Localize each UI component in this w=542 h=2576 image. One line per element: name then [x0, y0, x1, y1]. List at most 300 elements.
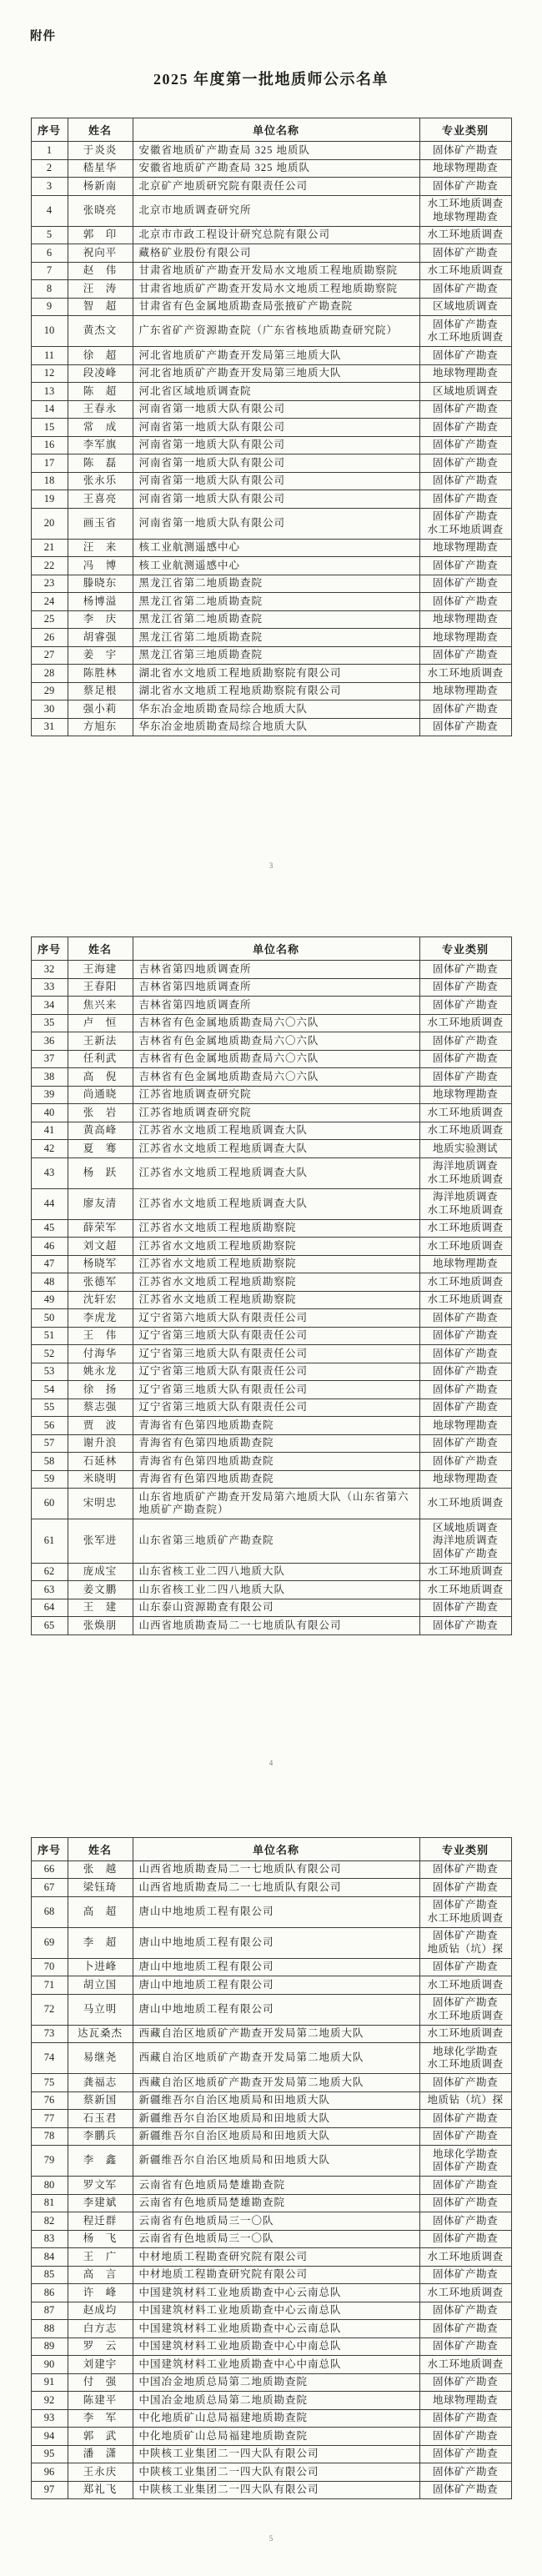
category-line: 固体矿产勘查	[432, 246, 498, 259]
serial-cell: 87	[31, 2302, 68, 2320]
table-row	[31, 1581, 511, 1599]
category-cell	[419, 665, 511, 683]
page-number: 5	[268, 2534, 274, 2543]
category-cell	[419, 1381, 511, 1399]
name-cell: 刘建宇	[68, 2356, 133, 2374]
serial-cell: 70	[31, 1958, 68, 1976]
unit-cell: 河北省地质矿产勘查开发局第三地质大队	[133, 347, 419, 365]
unit-cell: 中国建筑材料工业地质勘查中心云南总队	[133, 2302, 419, 2320]
unit-cell: 吉林省第四地质调查所	[133, 997, 419, 1015]
header-category: 专业类别	[419, 937, 511, 961]
category-cell	[419, 1050, 511, 1068]
table-row	[31, 2230, 511, 2248]
category-cell	[419, 1519, 511, 1564]
table-row	[31, 1255, 511, 1273]
unit-cell: 河南省第一地质大队有限公司	[133, 508, 419, 539]
category-cell	[419, 1157, 511, 1188]
name-cell: 廖友清	[68, 1188, 133, 1219]
page-title: 2025 年度第一批地质师公示名单	[153, 71, 389, 88]
unit-cell: 中陕核工业集团二一四大队有限公司	[133, 2445, 419, 2463]
serial-cell: 75	[31, 2074, 68, 2092]
category-cell	[419, 2409, 511, 2428]
category-line: 固体矿产勘查	[432, 2304, 498, 2316]
unit-cell: 中国建筑材料工业地质勘查中心中南总队	[133, 2337, 419, 2356]
table-row	[31, 1417, 511, 1435]
table-row	[31, 2284, 511, 2302]
table-row	[31, 1032, 511, 1051]
roster-table-page-3	[31, 1837, 512, 2500]
table-row	[31, 508, 511, 539]
category-line: 固体矿产勘查	[432, 1401, 498, 1413]
table-row	[31, 2248, 511, 2267]
category-cell	[419, 2266, 511, 2284]
serial-cell: 45	[31, 1219, 68, 1238]
serial-cell: 46	[31, 1238, 68, 1256]
unit-cell: 青海省有色第四地质勘查院	[133, 1470, 419, 1489]
unit-cell: 中国建筑材料工业地质勘查中心云南总队	[133, 2284, 419, 2302]
category-line: 固体矿产勘查	[432, 1383, 498, 1395]
unit-cell: 河南省第一地质大队有限公司	[133, 490, 419, 509]
header-serial: 序号	[31, 1837, 68, 1860]
category-line: 水工环地质调查	[427, 1275, 504, 1288]
name-cell: 滕晓东	[68, 575, 133, 593]
serial-cell: 84	[31, 2248, 68, 2267]
header-serial: 序号	[31, 937, 68, 961]
name-cell: 郑礼飞	[68, 2481, 133, 2499]
unit-cell: 藏格矿业股份有限公司	[133, 244, 419, 263]
serial-cell: 15	[31, 419, 68, 437]
unit-cell: 中材地质工程勘查研究院有限公司	[133, 2248, 419, 2267]
category-line: 水工环地质调查	[427, 1106, 504, 1118]
table-row	[31, 700, 511, 719]
category-line: 水工环地质调查	[427, 1565, 504, 1577]
table-row	[31, 1927, 511, 1958]
serial-cell: 53	[31, 1363, 68, 1381]
name-cell: 王 广	[68, 2248, 133, 2267]
unit-cell: 中国冶金地质总局第二地质勘查院	[133, 2373, 419, 2392]
category-cell	[419, 575, 511, 593]
category-cell	[419, 610, 511, 629]
category-line: 固体矿产勘查	[432, 721, 498, 732]
unit-cell: 吉林省第四地质调查所	[133, 961, 419, 979]
unit-cell: 黑龙江省第二地质勘查院	[133, 575, 419, 593]
table-row	[31, 2445, 511, 2463]
unit-cell: 吉林省有色金属地质勘查局六〇六队	[133, 1032, 419, 1051]
category-line: 固体矿产勘查	[432, 559, 498, 571]
serial-cell: 92	[31, 2392, 68, 2410]
table-row	[31, 1291, 511, 1309]
table-row	[31, 1219, 511, 1238]
unit-cell: 江苏省水文地质工程地质调查大队	[133, 1188, 419, 1219]
unit-cell: 黑龙江省第三地质勘查院	[133, 646, 419, 665]
category-line: 水工环地质调查	[427, 2286, 504, 2298]
serial-cell: 22	[31, 557, 68, 575]
category-line: 地球物理勘查	[432, 210, 498, 223]
name-cell: 付 强	[68, 2373, 133, 2392]
name-cell: 罗 云	[68, 2337, 133, 2356]
name-cell: 白方志	[68, 2320, 133, 2338]
serial-cell: 57	[31, 1434, 68, 1453]
serial-cell: 80	[31, 2177, 68, 2195]
category-cell	[419, 280, 511, 299]
category-cell	[419, 195, 511, 226]
serial-cell: 82	[31, 2212, 68, 2231]
unit-cell: 北京市地质调查研究所	[133, 195, 419, 226]
category-cell	[419, 472, 511, 490]
name-cell: 杨博溢	[68, 593, 133, 611]
serial-cell: 36	[31, 1032, 68, 1051]
name-cell: 李建斌	[68, 2194, 133, 2212]
table-row	[31, 1860, 511, 1879]
table-row	[31, 1599, 511, 1617]
name-cell: 张晓亮	[68, 195, 133, 226]
table-row	[31, 1563, 511, 1581]
unit-cell: 中国建筑材料工业地质勘查中心云南总队	[133, 2320, 419, 2338]
unit-cell: 甘肃省地质矿产勘查开发局水文地质工程地质勘察院	[133, 280, 419, 299]
category-cell	[419, 1470, 511, 1489]
name-cell: 张军进	[68, 1519, 133, 1564]
category-cell	[419, 1309, 511, 1328]
category-line: 地质钻（坑）探	[427, 1942, 504, 1955]
table-row	[31, 298, 511, 316]
unit-cell: 新疆维吾尔自治区地质局和田地质大队	[133, 2091, 419, 2110]
serial-cell: 40	[31, 1104, 68, 1122]
category-line: 固体矿产勘查	[432, 2412, 498, 2423]
unit-cell: 吉林省第四地质调查所	[133, 978, 419, 997]
serial-cell: 51	[31, 1327, 68, 1345]
unit-cell: 中化地质矿山总局福建地质勘查院	[133, 2428, 419, 2446]
table-row	[31, 244, 511, 263]
unit-cell: 江苏省水文地质工程地质勘察院	[133, 1291, 419, 1309]
header-name: 姓名	[68, 118, 133, 142]
category-cell	[419, 508, 511, 539]
category-cell	[419, 2428, 511, 2446]
category-cell	[419, 1563, 511, 1581]
category-line: 固体矿产勘查	[432, 2076, 498, 2088]
table-row	[31, 1273, 511, 1292]
unit-cell: 河南省第一地质大队有限公司	[133, 454, 419, 473]
category-line: 固体矿产勘查	[432, 2161, 498, 2172]
serial-cell: 71	[31, 1976, 68, 1995]
serial-cell: 18	[31, 472, 68, 490]
serial-cell: 8	[31, 280, 68, 299]
name-cell: 智 超	[68, 298, 133, 316]
table-row	[31, 2177, 511, 2195]
serial-cell: 48	[31, 1273, 68, 1292]
unit-cell: 湖北省水文地质工程地质勘察院有限公司	[133, 682, 419, 700]
table-row	[31, 2146, 511, 2177]
category-line: 水工环地质调查	[427, 2027, 504, 2039]
table-row	[31, 1122, 511, 1140]
serial-cell: 39	[31, 1086, 68, 1104]
category-line: 水工环地质调查	[427, 1583, 504, 1595]
category-cell	[419, 1086, 511, 1104]
category-cell	[419, 2127, 511, 2146]
category-cell	[419, 1398, 511, 1417]
category-cell	[419, 1896, 511, 1927]
name-cell: 李军旗	[68, 436, 133, 454]
unit-cell: 吉林省有色金属地质勘查局六〇六队	[133, 1068, 419, 1087]
name-cell: 段凌峰	[68, 364, 133, 383]
unit-cell: 西藏自治区地质矿产勘查开发局第二地质大队	[133, 2043, 419, 2074]
serial-cell: 73	[31, 2025, 68, 2043]
category-line: 固体矿产勘查	[432, 510, 498, 522]
name-cell: 许 峰	[68, 2284, 133, 2302]
table-row	[31, 2409, 511, 2428]
unit-cell: 唐山中地地质工程有限公司	[133, 1976, 419, 1995]
serial-cell: 94	[31, 2428, 68, 2446]
table-row	[31, 629, 511, 647]
category-cell	[419, 2230, 511, 2248]
category-line: 固体矿产勘查	[432, 1070, 498, 1082]
serial-cell: 14	[31, 400, 68, 419]
header-row	[31, 1837, 511, 1860]
name-cell: 李 鑫	[68, 2146, 133, 2177]
unit-cell: 山东省核工业二四八地质大队	[133, 1581, 419, 1599]
category-cell	[419, 1104, 511, 1122]
unit-cell: 安徽省地质矿产勘查局 325 地质队	[133, 159, 419, 178]
unit-cell: 华东冶金地质勘查局综合地质大队	[133, 718, 419, 736]
category-line: 固体矿产勘查	[432, 1961, 498, 1972]
header-category: 专业类别	[419, 118, 511, 142]
table-row	[31, 1976, 511, 1995]
name-cell: 高 言	[68, 2266, 133, 2284]
category-line: 固体矿产勘查	[432, 2465, 498, 2478]
table-row	[31, 2043, 511, 2074]
category-cell	[419, 1994, 511, 2025]
unit-cell: 核工业航测遥感中心	[133, 539, 419, 557]
unit-cell: 中陕核工业集团二一四大队有限公司	[133, 2463, 419, 2482]
serial-cell: 67	[31, 1879, 68, 1897]
name-cell: 蔡志强	[68, 1398, 133, 1417]
unit-cell: 甘肃省地质矿产勘查开发局水文地质工程地质勘察院	[133, 262, 419, 280]
category-line: 地球物理勘查	[432, 685, 498, 696]
unit-cell: 青海省有色第四地质勘查院	[133, 1417, 419, 1435]
category-line: 水工环地质调查	[427, 1017, 504, 1028]
name-cell: 姜文鹏	[68, 1581, 133, 1599]
name-cell: 谢升浪	[68, 1434, 133, 1453]
table-row	[31, 539, 511, 557]
table-row	[31, 1068, 511, 1087]
category-line: 固体矿产勘查	[432, 1052, 498, 1064]
header-unit: 单位名称	[133, 118, 419, 142]
name-cell: 李虎龙	[68, 1309, 133, 1328]
category-line: 固体矿产勘查	[432, 2268, 498, 2280]
serial-cell: 10	[31, 316, 68, 347]
name-cell: 胡睿强	[68, 629, 133, 647]
serial-cell: 42	[31, 1140, 68, 1158]
unit-cell: 山西省地质勘查局二一七地质队有限公司	[133, 1860, 419, 1879]
name-cell: 王 伟	[68, 1327, 133, 1345]
table-row	[31, 2110, 511, 2128]
serial-cell: 64	[31, 1599, 68, 1617]
category-line: 海洋地质调查	[432, 1191, 498, 1203]
category-line: 固体矿产勘查	[432, 2232, 498, 2244]
category-line: 地球化学勘查	[432, 2045, 498, 2057]
serial-cell: 16	[31, 436, 68, 454]
table-row	[31, 226, 511, 244]
category-cell	[419, 400, 511, 419]
category-cell	[419, 436, 511, 454]
category-line: 水工环地质调查	[427, 1293, 504, 1305]
table-row	[31, 2373, 511, 2392]
category-line: 固体矿产勘查	[432, 2130, 498, 2142]
category-cell	[419, 2248, 511, 2267]
category-line: 地球物理勘查	[432, 613, 498, 625]
category-line: 地球物理勘查	[432, 162, 498, 173]
name-cell: 沈轩宏	[68, 1291, 133, 1309]
serial-cell: 68	[31, 1896, 68, 1927]
serial-cell: 56	[31, 1417, 68, 1435]
serial-cell: 63	[31, 1581, 68, 1599]
category-line: 地球化学勘查	[432, 2147, 498, 2160]
serial-cell: 5	[31, 226, 68, 244]
category-line: 固体矿产勘查	[432, 403, 498, 414]
category-line: 固体矿产勘查	[432, 349, 498, 361]
category-cell	[419, 2212, 511, 2231]
unit-cell: 江苏省水文地质工程地质勘察院	[133, 1255, 419, 1273]
category-cell	[419, 1014, 511, 1032]
category-line: 固体矿产勘查	[432, 456, 498, 469]
table-row	[31, 2392, 511, 2410]
unit-cell: 河南省第一地质大队有限公司	[133, 400, 419, 419]
unit-cell: 云南省有色地质局三一〇队	[133, 2230, 419, 2248]
table-row	[31, 1994, 511, 2025]
category-line: 固体矿产勘查	[432, 2340, 498, 2352]
name-cell: 陈 超	[68, 383, 133, 401]
category-cell	[419, 1434, 511, 1453]
serial-cell: 66	[31, 1860, 68, 1879]
serial-cell: 43	[31, 1157, 68, 1188]
unit-cell: 山西省地质勘查局二一七地质队有限公司	[133, 1879, 419, 1897]
table-row	[31, 1879, 511, 1897]
header-serial: 序号	[31, 118, 68, 142]
serial-cell: 86	[31, 2284, 68, 2302]
table-row	[31, 961, 511, 979]
name-cell: 庞成宝	[68, 1563, 133, 1581]
category-cell	[419, 1489, 511, 1519]
table-row	[31, 682, 511, 700]
category-cell	[419, 364, 511, 383]
category-line: 水工环地质调查	[427, 228, 504, 240]
category-line: 固体矿产勘查	[432, 2322, 498, 2334]
table-row	[31, 978, 511, 997]
name-cell: 汪 来	[68, 539, 133, 557]
serial-cell: 13	[31, 383, 68, 401]
table-row	[31, 1958, 511, 1976]
category-line: 固体矿产勘查	[432, 1365, 498, 1377]
table-row	[31, 2337, 511, 2356]
table-row	[31, 610, 511, 629]
name-cell: 张 岩	[68, 1104, 133, 1122]
category-line: 地球物理勘查	[432, 1473, 498, 1484]
category-line: 固体矿产勘查	[432, 1454, 498, 1467]
category-line: 水工环地质调查	[427, 1497, 504, 1509]
name-cell: 石延林	[68, 1453, 133, 1471]
name-cell: 王新法	[68, 1032, 133, 1051]
category-line: 固体矿产勘查	[432, 962, 498, 975]
table-row	[31, 1519, 511, 1564]
serial-cell: 49	[31, 1291, 68, 1309]
category-cell	[419, 1255, 511, 1273]
unit-cell: 辽宁省第三地质大队有限责任公司	[133, 1381, 419, 1399]
table-row	[31, 1157, 511, 1188]
category-cell	[419, 1860, 511, 1879]
name-cell: 陈胜林	[68, 665, 133, 683]
serial-cell: 55	[31, 1398, 68, 1417]
serial-cell: 44	[31, 1188, 68, 1219]
name-cell: 李 庆	[68, 610, 133, 629]
serial-cell: 9	[31, 298, 68, 316]
name-cell: 李鹏兵	[68, 2127, 133, 2146]
name-cell: 王 建	[68, 1599, 133, 1617]
table-row	[31, 2356, 511, 2374]
category-line: 水工环地质调查	[427, 2009, 504, 2021]
unit-cell: 北京市市政工程设计研究总院有限公司	[133, 226, 419, 244]
category-line: 固体矿产勘查	[432, 1437, 498, 1449]
category-cell	[419, 1976, 511, 1995]
category-line: 固体矿产勘查	[432, 649, 498, 660]
category-cell	[419, 2177, 511, 2195]
name-cell: 王春阳	[68, 978, 133, 997]
category-cell	[419, 142, 511, 160]
unit-cell: 江苏省水文地质工程地质调查大队	[133, 1140, 419, 1158]
category-line: 固体矿产勘查	[432, 2429, 498, 2442]
name-cell: 王春永	[68, 400, 133, 419]
serial-cell: 30	[31, 700, 68, 719]
serial-cell: 7	[31, 262, 68, 280]
category-line: 水工环地质调查	[427, 1978, 504, 1991]
category-cell	[419, 961, 511, 979]
serial-cell: 12	[31, 364, 68, 383]
table-row	[31, 1489, 511, 1519]
category-line: 区域地质调查	[432, 1521, 498, 1534]
table-row	[31, 997, 511, 1015]
category-cell	[419, 2320, 511, 2338]
serial-cell: 31	[31, 718, 68, 736]
serial-cell: 29	[31, 682, 68, 700]
category-line: 海洋地质调查	[432, 1160, 498, 1172]
unit-cell: 河北省地质矿产勘查开发局第三地质大队	[133, 364, 419, 383]
unit-cell: 中化地质矿山总局福建地质勘查院	[133, 2409, 419, 2428]
serial-cell: 90	[31, 2356, 68, 2374]
category-line: 地球物理勘查	[432, 1258, 498, 1269]
category-cell	[419, 490, 511, 509]
category-line: 区域地质调查	[432, 384, 498, 397]
category-cell	[419, 2110, 511, 2128]
category-line: 地球物理勘查	[432, 367, 498, 379]
category-line: 固体矿产勘查	[432, 1899, 498, 1911]
name-cell: 米晓明	[68, 1470, 133, 1489]
unit-cell: 安徽省地质矿产勘查局 325 地质队	[133, 142, 419, 160]
serial-cell: 32	[31, 961, 68, 979]
category-line: 水工环地质调查	[427, 264, 504, 276]
header-unit: 单位名称	[133, 1837, 419, 1860]
table-row	[31, 1470, 511, 1489]
category-line: 水工环地质调查	[427, 1124, 504, 1136]
category-cell	[419, 700, 511, 719]
category-cell	[419, 1219, 511, 1238]
serial-cell: 61	[31, 1519, 68, 1564]
category-line: 水工环地质调查	[427, 1911, 504, 1924]
name-cell: 卢 恒	[68, 1014, 133, 1032]
unit-cell: 广东省矿产资源勘查院（广东省核地质勘查研究院）	[133, 316, 419, 347]
serial-cell: 72	[31, 1994, 68, 2025]
unit-cell: 北京矿产地质研究院有限责任公司	[133, 178, 419, 196]
category-cell	[419, 2284, 511, 2302]
category-cell	[419, 1617, 511, 1635]
category-line: 固体矿产勘查	[432, 1881, 498, 1893]
